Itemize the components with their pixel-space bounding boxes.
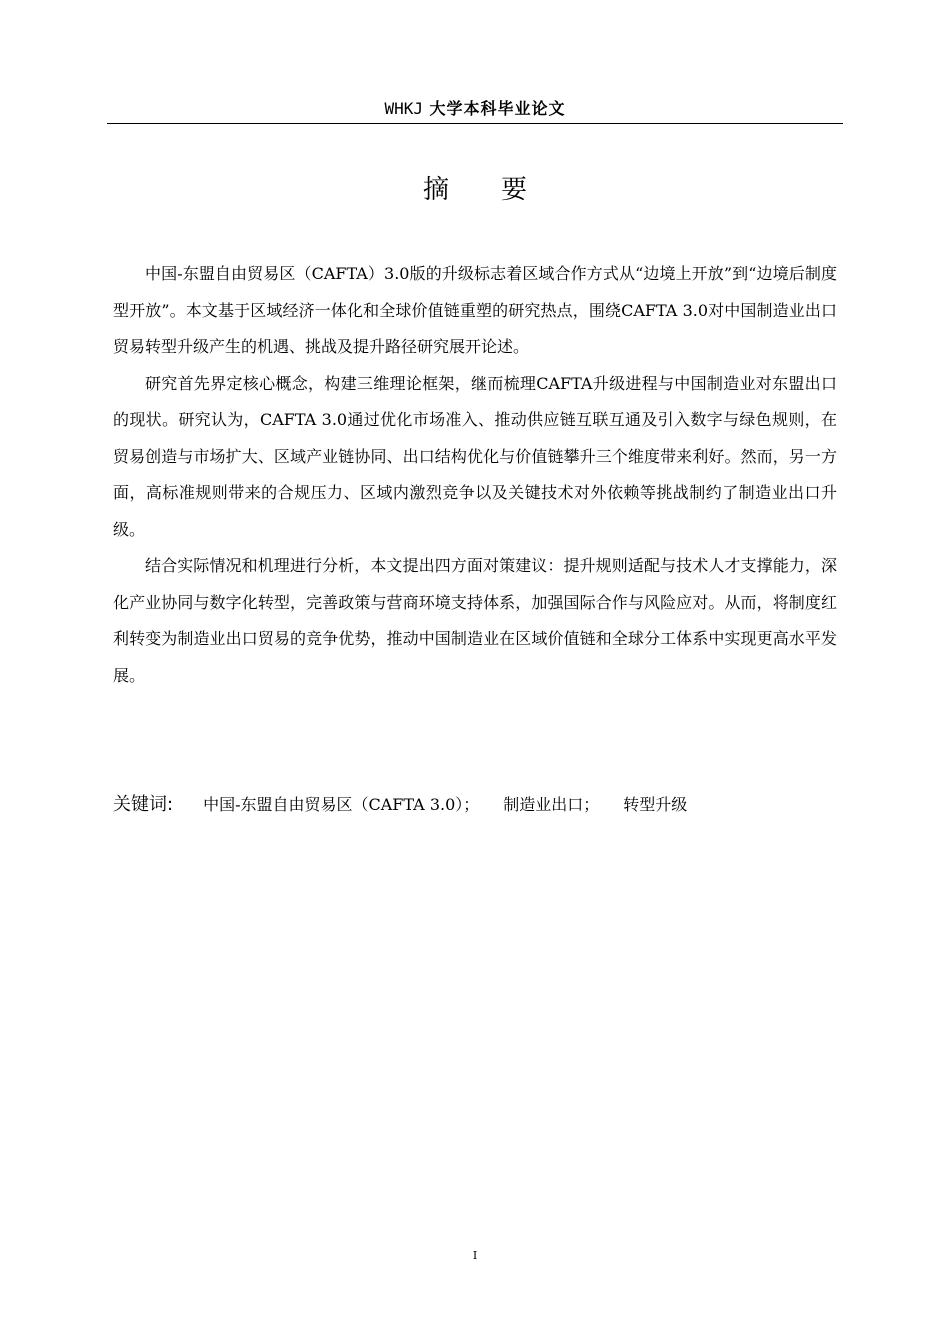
keywords-line (113, 787, 837, 823)
abstract-title-char-2: 要 (501, 175, 528, 205)
keyword-item-3: 转型升级 (623, 795, 688, 814)
abstract-title-char-1: 摘 (422, 175, 449, 205)
header-school-code: WHKJ (384, 99, 424, 118)
abstract-paragraph-2: 研究首先界定核心概念，构建三维理论框架，继而梳理CAFTA升级进程与中国制造业对东盟出口的现状。研究认为，CAFTA 3.0通过优化市场准入、推动供应链互联互通及引入数字与绿色规则，在贸易创造与市场扩大、区域产业链协同、出口结构优化与价值链攀升三个维度带来利好。然而，另一方面，高标准规则带来的合规压力、区域内激烈竞争以及关键技术对外依赖等挑战制约了制造业出口升级。 (113, 373, 837, 539)
abstract-title (107, 170, 843, 210)
abstract-paragraph-1: 中国-东盟自由贸易区（CAFTA）3.0版的升级标志着区域合作方式从“边境上开放”到“边境后制度型开放”。本文基于区域经济一体化和全球价值链重塑的研究热点，围绕CAFTA 3.0对中国制造业出口贸易转型升级产生的机遇、挑战及提升路径研究展开论述。 (113, 264, 837, 356)
header-title: 大学本科毕业论文 (429, 99, 566, 118)
header-rule (107, 123, 843, 124)
abstract-body (113, 256, 837, 694)
keyword-item-2: 制造业出口； (503, 795, 600, 814)
abstract-paragraph-3: 结合实际情况和机理进行分析，本文提出四方面对策建议：提升规则适配与技术人才支撑能力，深化产业协同与数字化转型，完善政策与营商环境支持体系，加强国际合作与风险应对。从而，将制度红利转变为制造业出口贸易的竞争优势，推动中国制造业在区域价值链和全球分工体系中实现更高水平发展。 (113, 556, 837, 685)
keywords-label: 关键词: (113, 794, 174, 815)
page-number: I (472, 1249, 478, 1262)
page-header (107, 96, 843, 122)
keyword-item-1: 中国-东盟自由贸易区（CAFTA 3.0）； (203, 795, 480, 814)
